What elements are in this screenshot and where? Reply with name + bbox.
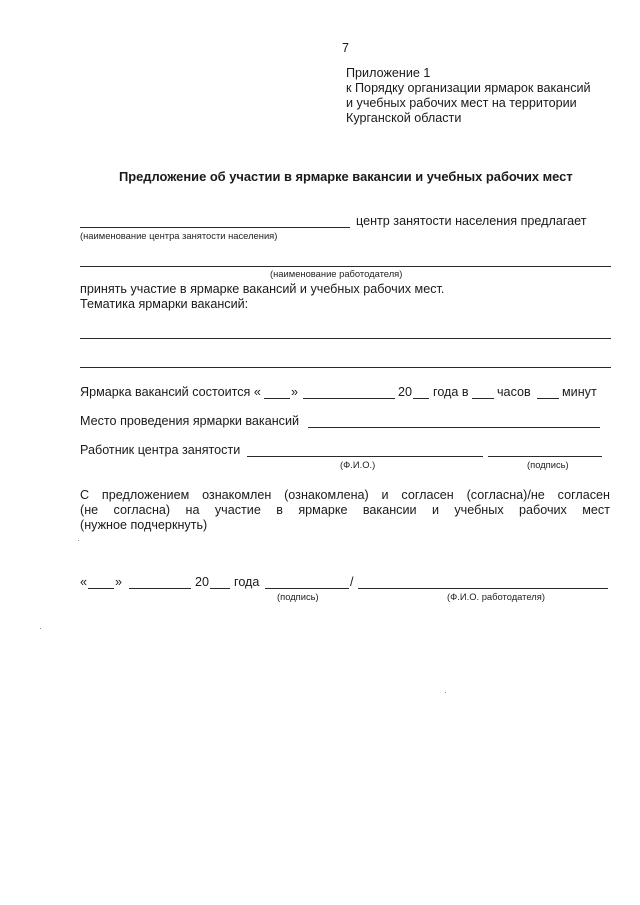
appendix-line-3: и учебных рабочих мест на территории — [346, 96, 577, 110]
fair-topic-line-1[interactable] — [80, 338, 611, 339]
fair-hours-label: часов — [497, 385, 531, 399]
sign-quote-close: » — [115, 575, 123, 589]
appendix-line-4: Курганской области — [346, 111, 462, 125]
appendix-line-1: Приложение 1 — [346, 66, 431, 80]
participation-text: принять участие в ярмарке вакансий и учебных рабочих мест. — [80, 282, 445, 296]
fair-day-field[interactable] — [264, 398, 290, 399]
employer-name-caption: (наименование работодателя) — [270, 268, 403, 279]
employer-signature-caption: (подпись) — [277, 591, 319, 602]
fair-topic-line-2[interactable] — [80, 367, 611, 368]
fair-year-suffix: года в — [433, 385, 469, 399]
document-title: Предложение об участии в ярмарке вакансии и учебных рабочих мест — [119, 169, 573, 184]
employee-name-caption: (Ф.И.О.) — [340, 459, 376, 470]
fair-place-field[interactable] — [308, 427, 600, 428]
employee-label: Работник центра занятости — [80, 443, 241, 457]
sign-year-field[interactable] — [210, 588, 230, 589]
fair-hours-field[interactable] — [472, 398, 494, 399]
sign-slash: / — [350, 575, 354, 589]
fair-year-prefix: 20 — [398, 385, 413, 399]
page-number: 7 — [342, 41, 350, 55]
appendix-line-2: к Порядку организации ярмарок вакансий — [346, 81, 591, 95]
employment-center-name-caption: (наименование центра занятости населения) — [80, 230, 278, 241]
sign-quote-open: « — [80, 575, 88, 589]
employee-name-field[interactable] — [247, 456, 483, 457]
sign-year-suffix: года — [234, 575, 260, 589]
fair-date-quote-close: » — [291, 385, 299, 399]
fair-minutes-field[interactable] — [537, 398, 559, 399]
sign-month-field[interactable] — [129, 588, 191, 589]
employment-center-name-field[interactable] — [80, 227, 350, 228]
employer-fio-field[interactable] — [358, 588, 608, 589]
fair-minutes-label: минут — [562, 385, 597, 399]
fair-topic-label: Тематика ярмарки вакансий: — [80, 297, 249, 311]
employer-name-field[interactable] — [80, 266, 611, 267]
employee-signature-field[interactable] — [488, 456, 602, 457]
agreement-line-3: (нужное подчеркнуть) — [80, 518, 208, 532]
fair-month-field[interactable] — [303, 398, 395, 399]
employer-fio-caption: (Ф.И.О. работодателя) — [447, 591, 545, 602]
scan-speck — [40, 628, 41, 629]
sign-day-field[interactable] — [88, 588, 114, 589]
employment-center-offer-text: центр занятости населения предлагает — [356, 214, 587, 228]
agreement-line-2: (не согласна) на участие в ярмарке вакансии и учебных рабочих мест — [80, 503, 610, 517]
employee-signature-caption: (подпись) — [527, 459, 569, 470]
scan-speck — [445, 692, 446, 693]
sign-year-prefix: 20 — [195, 575, 210, 589]
fair-year-field[interactable] — [413, 398, 429, 399]
agreement-line-1: С предложением ознакомлен (ознакомлена) и согласен (согласна)/не согласен — [80, 488, 610, 502]
employer-signature-field[interactable] — [265, 588, 349, 589]
scan-speck — [78, 540, 79, 541]
fair-date-label: Ярмарка вакансий состоится « — [80, 385, 261, 399]
fair-place-label: Место проведения ярмарки вакансий — [80, 414, 300, 428]
